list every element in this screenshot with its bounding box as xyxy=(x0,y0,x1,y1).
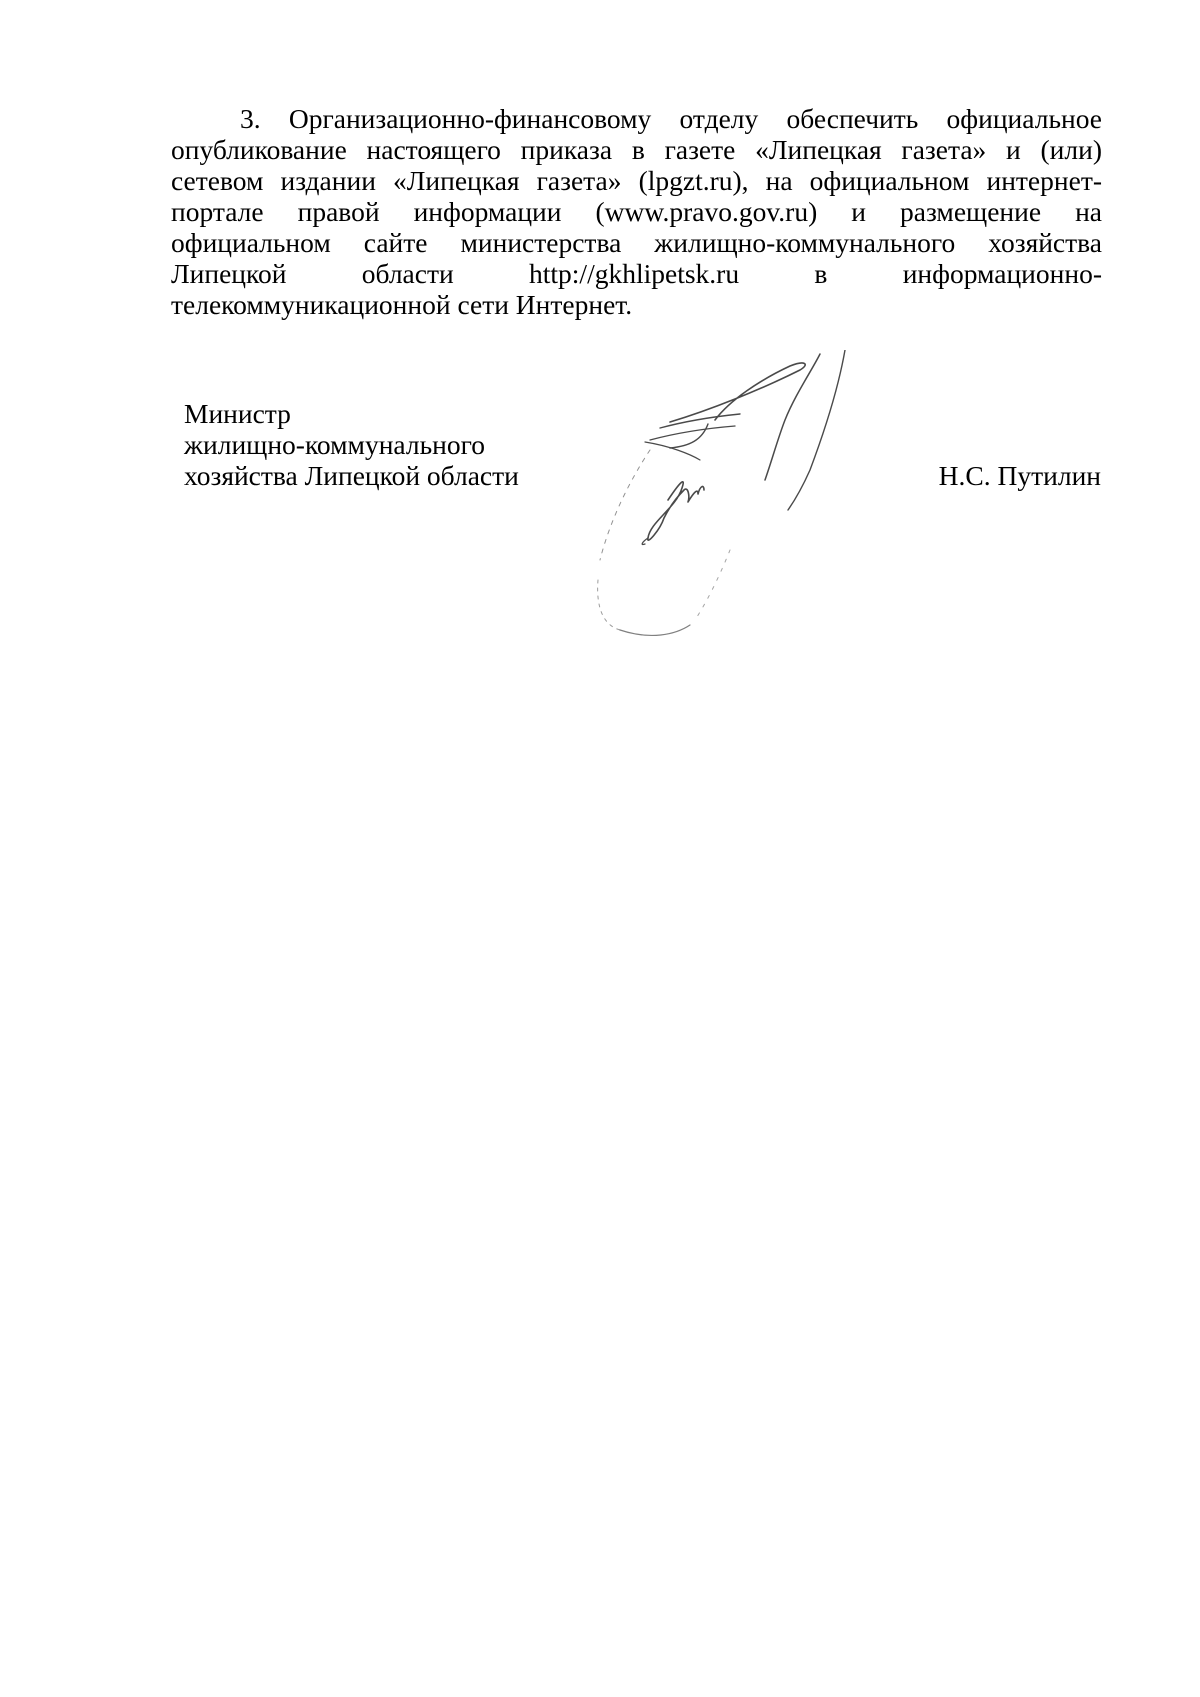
signatory-position-line: хозяйства Липецкой области xyxy=(184,460,519,491)
signatory-position-line: жилищно-коммунального xyxy=(184,429,485,460)
paragraph-line: официальном сайте министерства жилищно-коммунального хозяйства xyxy=(171,227,1102,258)
paragraph-line: опубликование настоящего приказа в газете «Липецкая газета» и (или) xyxy=(171,134,1102,165)
signatory-position-line: Министр xyxy=(184,398,291,429)
signatory-name: Н.С. Путилин xyxy=(938,460,1101,491)
paragraph-line: 3. Организационно-финансовому отделу обеспечить официальное xyxy=(240,103,1102,134)
paragraph-line: телекоммуникационной сети Интернет. xyxy=(171,289,633,320)
paragraph-line: Липецкой области http://gkhlipetsk.ru в информационно- xyxy=(171,258,1102,289)
paragraph-line: портале правой информации (www.pravo.gov.ru) и размещение на xyxy=(171,196,1102,227)
handwritten-signature xyxy=(590,350,910,690)
paragraph-line: сетевом издании «Липецкая газета» (lpgzt.ru), на официальном интернет- xyxy=(171,165,1102,196)
